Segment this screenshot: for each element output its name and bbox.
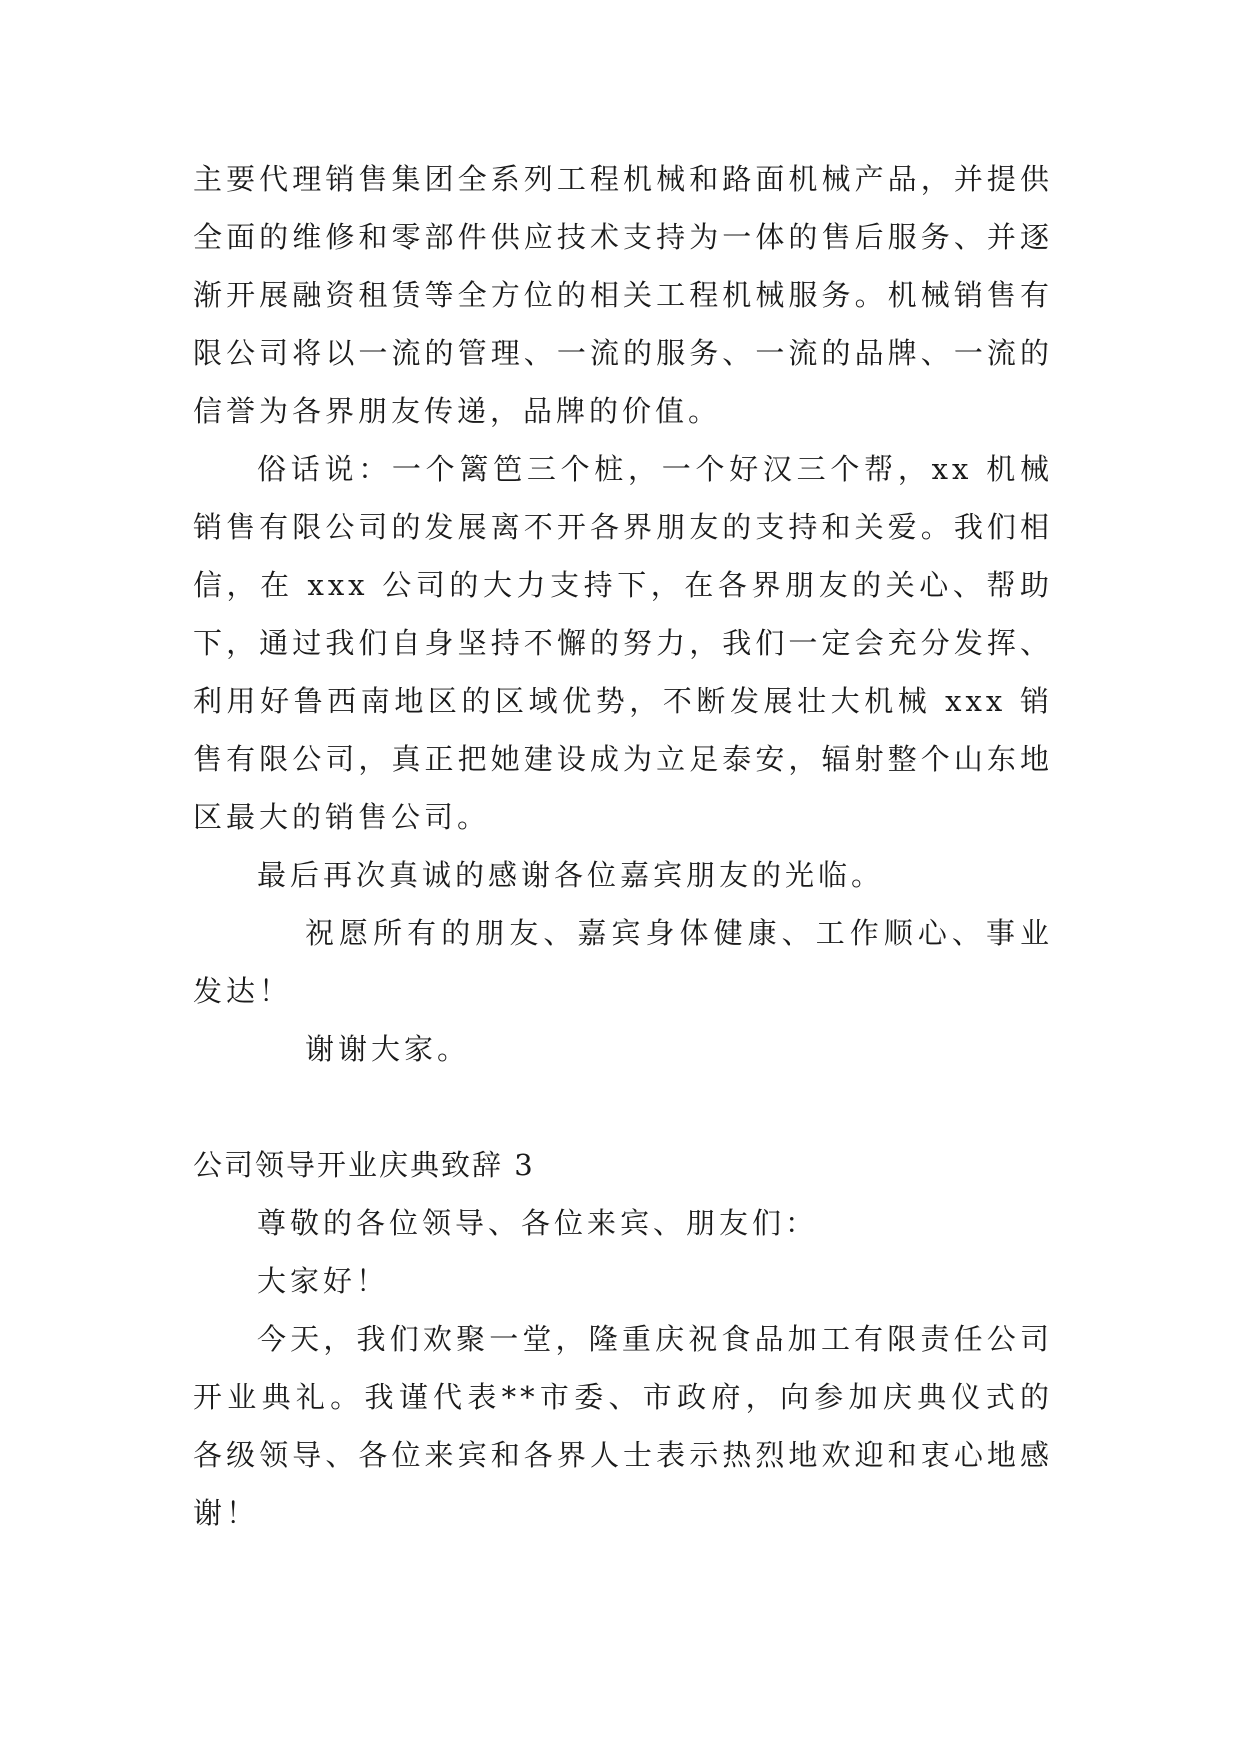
document-page [193, 150, 1053, 1542]
paragraph-proverb-thanks: 俗话说：一个篱笆三个桩，一个好汉三个帮，xx 机械销售有限公司的发展离不开各界朋友的支持和关爱。我们相信，在 xxx 公司的大力支持下，在各界朋友的关心、帮助下，通过我们自身坚持不懈的努力，我们一定会充分发挥、利用好鲁西南地区的区域优势，不断发展壮大机械 xxx 销售有限公司，真正把她建设成为立足泰安，辐射整个山东地区最大的销售公司。 [193, 452, 1053, 834]
paragraph-greeting: 大家好！ [257, 1264, 390, 1298]
blank-line [193, 1078, 1053, 1136]
paragraph-opening-ceremony: 今天，我们欢聚一堂，隆重庆祝食品加工有限责任公司开业典礼。我谨代表**市委、市政府，向参加庆典仪式的各级领导、各位来宾和各界人士表示热烈地欢迎和衷心地感谢！ [193, 1322, 1053, 1530]
paragraph-salutation: 尊敬的各位领导、各位来宾、朋友们： [257, 1206, 819, 1240]
paragraph-company-services: 主要代理销售集团全系列工程机械和路面机械产品，并提供全面的维修和零部件供应技术支持为一体的售后服务、并逐渐开展融资租赁等全方位的相关工程机械服务。机械销售有限公司将以一流的管理、一流的服务、一流的品牌、一流的信誉为各界朋友传递，品牌的价值。 [193, 162, 1053, 428]
paragraph-wishes: 祝愿所有的朋友、嘉宾身体健康、工作顺心、事业发达！ [193, 916, 1053, 1008]
paragraph-thank-you: 谢谢大家。 [305, 1032, 471, 1066]
section-title: 公司领导开业庆典致辞 3 [193, 1148, 535, 1182]
paragraph-final-thanks: 最后再次真诚的感谢各位嘉宾朋友的光临。 [257, 858, 885, 892]
